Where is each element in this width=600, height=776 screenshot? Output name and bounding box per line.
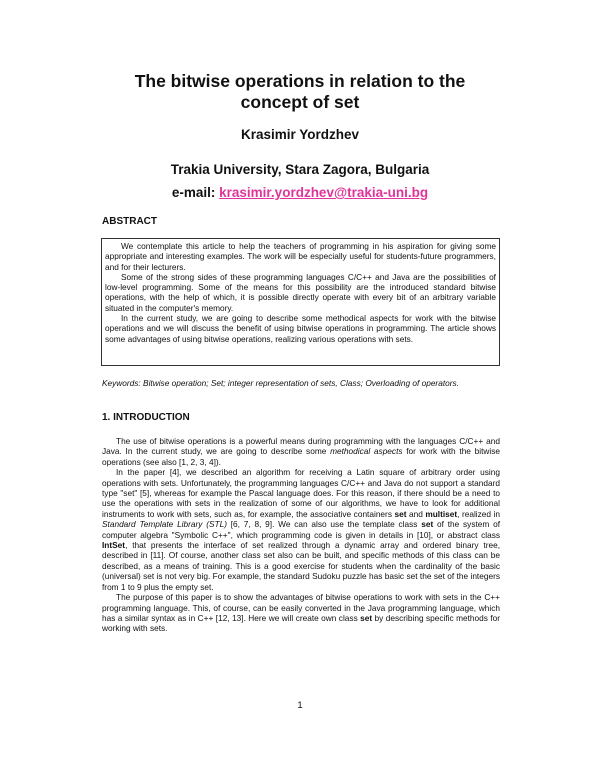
abstract-paragraph: We contemplate this article to help the teachers of programming in his aspiration for giving some appropriate and interesting examples. The work will be especially useful for students-future programmers, and for their lecturers. — [105, 241, 496, 272]
title-line-1: The bitwise operations in relation to the — [134, 71, 466, 91]
keywords: Keywords: Bitwise operation; Set; integer representation of sets, Class; Overloading of operators. — [102, 378, 459, 388]
email-line — [0, 185, 600, 200]
body-paragraph: The purpose of this paper is to show the advantages of bitwise operations to work with sets in the C++ programming language. This, of course, can be easily converted in the Java programming language, which has a similar syntax as in C++ [12, 13]. Here we will create own class set by describing specific methods for working with sets. — [102, 592, 500, 634]
title-line-2: concept of set — [240, 92, 360, 112]
paper-title — [0, 71, 600, 113]
introduction-heading: 1. INTRODUCTION — [102, 412, 190, 423]
abstract-paragraph: Some of the strong sides of these programming languages C/C++ and Java are the possibilities of low-level programming. Some of the means for this possibility are the introduced standard bitwise operations, with the help of which, it is possible directly operate with every bit of an arbitrary variable situated in the computer's memory. — [105, 271, 496, 313]
abstract-box — [101, 238, 500, 366]
email-label: e-mail: — [171, 185, 216, 200]
abstract-heading: ABSTRACT — [102, 216, 157, 227]
body-paragraph: In the paper [4], we described an algorithm for receiving a Latin square of arbitrary order using operations with sets. Unfortunately, the programming languages C/C++ and Java do not support a standard type "set" [5], whereas for example the Pascal language does. For this reason, if there should be a need to use the operations with sets in the realization of some of our algorithms, we have to look for additional instruments to work with sets, such as, for example, the associative containers set and multiset, realized in Standard Template Library (STL) [6, 7, 8, 9]. We can also use the template class set of the system of computer algebra "Symbolic C++", which programming code is given in details in [10], or abstract class IntSet, that presents the interface of set realized through a dynamic array and ordered binary tree, described in [11]. Of course, another class set also can be built, and specific methods of this class can be described, as a means of training. This is a good exercise for students when the cardinality of the basic (universal) set is not very big. For example, the standard Sudoku puzzle has basic set the set of the integers from 1 to 9 plus the empty set. — [102, 467, 501, 592]
affiliation: Trakia University, Stara Zagora, Bulgaria — [170, 162, 430, 177]
email-link[interactable]: krasimir.yordzhev@trakia-uni.bg — [219, 185, 429, 200]
body-paragraph: The use of bitwise operations is a powerful means during programming with the languages C/C++ and Java. In the current study, we are going to describe some methodical aspects for work with the bitwise operations (see also [1, 2, 3, 4]). — [102, 436, 501, 467]
abstract-paragraph: In the current study, we are going to describe some methodical aspects for work with the bitwise operations and we will discuss the benefit of using bitwise operations in programming. The article shows some advantages of using bitwise operations, realizing various operations with sets. — [105, 313, 496, 344]
introduction-body — [102, 436, 500, 634]
page-number: 1 — [297, 700, 303, 711]
author-name: Krasimir Yordzhev — [240, 127, 360, 142]
